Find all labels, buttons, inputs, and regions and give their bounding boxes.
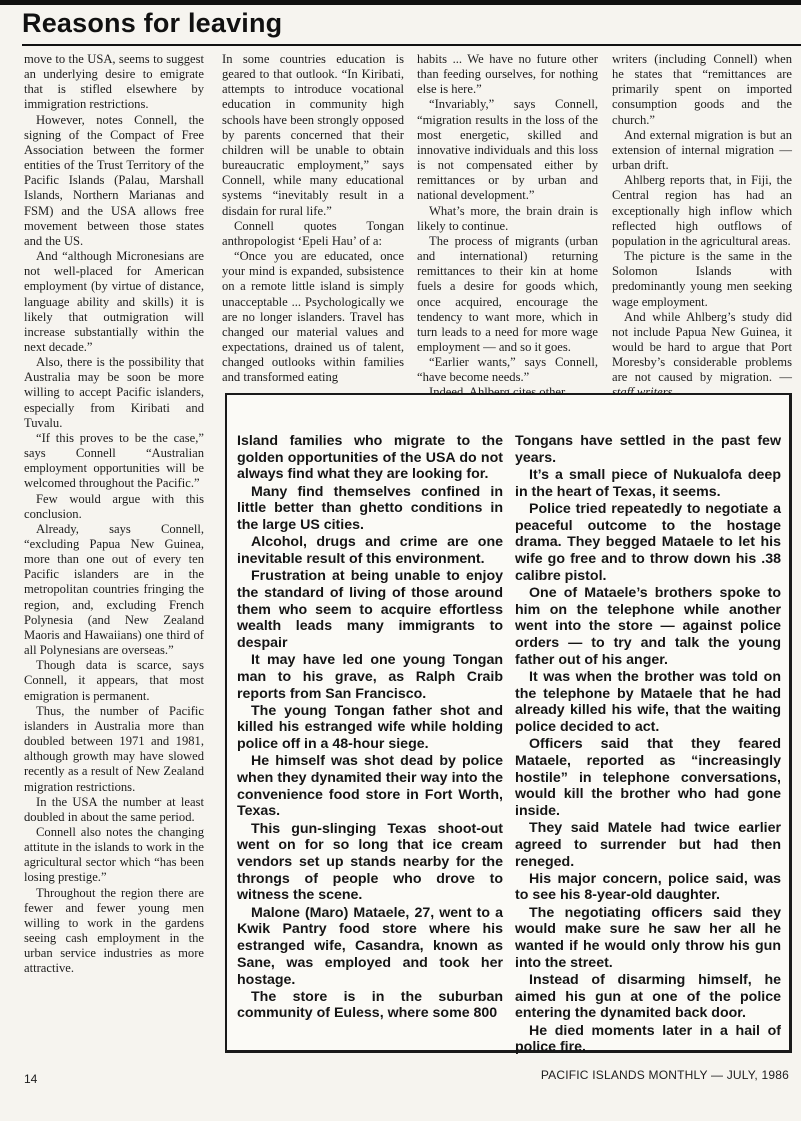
sidebar-paragraph: Island families who migrate to the golden opportunities of the USA do not always find what they are looking for. — [237, 433, 503, 483]
sidebar-paragraph: He himself was shot dead by police when they dynamited their way into the convenience food store in Fort Worth, Texas. — [237, 753, 503, 820]
paragraph: Connell quotes Tongan anthropologist ‘Epeli Hau’ of a: — [222, 218, 404, 248]
sidebar-paragraph: Tongans have settled in the past few years. — [515, 433, 781, 466]
paragraph: And external migration is but an extension of internal migration — urban drift. — [612, 127, 792, 173]
sidebar-paragraph: Officers said that they feared Mataele, reported as “increasingly hostile” in telephone conversations, would kill the brother who had gone inside. — [515, 736, 781, 819]
article-column-1 — [24, 52, 204, 1060]
paragraph: And while Ahlberg’s study did not include Papua New Guinea, it would be hard to argue that Port Moresby’s considerable problems are not caused by migration. — — [612, 310, 792, 401]
running-footer: PACIFIC ISLANDS MONTHLY — JULY, 1986 — [540, 1068, 789, 1082]
sidebar-paragraph: It may have led one young Tongan man to his grave, as Ralph Craib reports from San Francisco. — [237, 652, 503, 702]
paragraph: Already, says Connell, “excluding Papua New Guinea, more than one out of every ten Pacific islanders are in the metropolitan countries fringing the region, and, excluding French Polynesia (and New Zealand Maoris and Hawaiians) one third of all Polynesians are overseas.” — [24, 521, 204, 658]
paragraph: Thus, the number of Pacific islanders in Australia more than doubled between 1971 and 1981, although growth may have slowed recently as a result of New Zealand migration restrictions. — [24, 703, 204, 794]
sidebar-column-2 — [515, 433, 781, 1057]
sidebar-paragraph: Instead of disarming himself, he aimed his gun at one of the police entering the dynamited back door. — [515, 972, 781, 1022]
paragraph: And “although Micronesians are not well-placed for American employment (by virtue of distance, language ability and skills) it is likely that outmigration will increase substantially within the next decade.” — [24, 249, 204, 354]
paragraph: writers (including Connell) when he states that “remittances are primarily spent on imported consumption goods and the church.” — [612, 52, 792, 127]
page-title: Reasons for leaving — [22, 8, 283, 38]
sidebar-paragraph: The young Tongan father shot and killed his estranged wife while holding police off in a 48-hour siege. — [237, 702, 503, 753]
paragraph: Also, there is the possibility that Australia may be soon be more willing to accept Pacific islanders, especially from Kiribati and Tuvalu. — [24, 355, 204, 430]
sidebar-story-box — [225, 393, 792, 1056]
sidebar-paragraph: It was when the brother was told on the telephone by Mataele that he had already killed his wife, that the waiting police decided to act. — [515, 668, 781, 735]
sidebar-paragraph: The negotiating officers said they would make sure he saw her all he wanted if he would only throw his gun into the street. — [515, 904, 781, 971]
paragraph: move to the USA, seems to suggest an underlying desire to emigrate that is stifled elsewhere by immigration restrictions. — [24, 52, 204, 112]
sidebar-paragraph: They said Matele had twice earlier agreed to surrender but had then reneged. — [515, 820, 781, 870]
paragraph: “If this proves to be the case,” says Connell “Australian employment opportunities will be welcomed throughout the Pacific.” — [24, 430, 204, 491]
sidebar-paragraph: This gun-slinging Texas shoot-out went on for so long that ice cream vendors set up stands nearby for the throngs of people who drove to witness the scene. — [237, 820, 503, 904]
paragraph: “Invariably,” says Connell, “migration results in the loss of the most energetic, skilled and innovative individuals and this loss is not compensated either by remittances or by urban and national development.” — [417, 97, 598, 203]
top-rule — [0, 0, 801, 5]
paragraph: What’s more, the brain drain is likely to continue. — [417, 203, 598, 233]
sidebar-paragraph: Alcohol, drugs and crime are one inevitable result of this environment. — [237, 534, 503, 567]
article-column-4 — [612, 52, 792, 384]
sidebar-column-1 — [237, 433, 503, 1023]
paragraph: Few would argue with this conclusion. — [24, 491, 204, 521]
title-rule — [22, 44, 801, 46]
paragraph: habits ... We have no future other than feeding ourselves, for nothing else is here.” — [417, 52, 598, 97]
sidebar-paragraph: His major concern, police said, was to see his 8-year-old daughter. — [515, 870, 781, 904]
sidebar-paragraph: Frustration at being unable to enjoy the standard of living of those around them who seem to acquire effortless wealth leads many immigrants to despair — [237, 568, 503, 651]
paragraph: Ahlberg reports that, in Fiji, the Central region has had an exceptionally high inflow which reflected high outflows of population in the agricultural areas. — [612, 173, 792, 248]
paragraph: “Earlier wants,” says Connell, “have become needs.” — [417, 355, 598, 385]
sidebar-paragraph: It’s a small piece of Nukualofa deep in the heart of Texas, it seems. — [515, 466, 781, 500]
sidebar-paragraph: Many find themselves confined in little better than ghetto conditions in the large US cities. — [237, 483, 503, 534]
paragraph: Throughout the region there are fewer and fewer young men willing to work in the gardens seeing cash employment in the urban service industries as more attractive. — [24, 885, 204, 976]
paragraph: However, notes Connell, the signing of the Compact of Free Association between the former entities of the Trust Territory of the Pacific Islands (Palau, Marshall Islands, Northern Marianas and FSM) and the USA allows free movement between those states and the US. — [24, 112, 204, 248]
paragraph: “Once you are educated, once your mind is expanded, subsistence on a remote little island is simply unacceptable ... Psychologically we are no longer islanders. Travel has changed our material values and expectations, drained us of talent, changed outlooks within families and transformed eating — [222, 249, 404, 385]
paragraph: Connell also notes the changing attitute in the islands to work in the agricultural sector which “has been losing prestige.” — [24, 824, 204, 885]
article-column-2 — [222, 52, 404, 384]
page-number: 14 — [24, 1072, 38, 1086]
paragraph: In the USA the number at least doubled in about the same period. — [24, 794, 204, 824]
paragraph: Though data is scarce, says Connell, it appears, that most emigration is permanent. — [24, 658, 204, 703]
paragraph: In some countries education is geared to that outlook. “In Kiribati, attempts to introduce vocational education in community high schools have been strongly opposed by parents concerned that their children will be unable to obtain bureaucratic employment,” says Connell, while many educational systems “inevitably result in a disdain for rural life.” — [222, 52, 404, 218]
paragraph: The process of migrants (urban and international) returning remittances to their kin at home fuels a desire for goods which, once acquired, encourage the tendency to want more, which in turn leads to a need for more wage employment — and so it goes. — [417, 233, 598, 354]
sidebar-paragraph: Police tried repeatedly to negotiate a peaceful outcome to the hostage drama. They begged Mataele to let his wife go free and to throw down his .38 calibre pistol. — [515, 500, 781, 584]
article-column-3 — [417, 52, 598, 384]
sidebar-paragraph: Malone (Maro) Mataele, 27, went to a Kwik Pantry food store where his estranged wife, Casandra, known as Sane, was employed and took her hostage. — [237, 904, 503, 988]
sidebar-paragraph: The store is in the suburban community of Euless, where some 800 — [237, 988, 503, 1022]
sidebar-paragraph: One of Mataele’s brothers spoke to him on the telephone while another went into the store — against police orders — to try and talk the young father out of his anger. — [515, 584, 781, 668]
sidebar-paragraph: He died moments later in a hail of police fire. — [515, 1022, 781, 1056]
paragraph: The picture is the same in the Solomon Islands with predominantly young men seeking wage employment. — [612, 249, 792, 309]
